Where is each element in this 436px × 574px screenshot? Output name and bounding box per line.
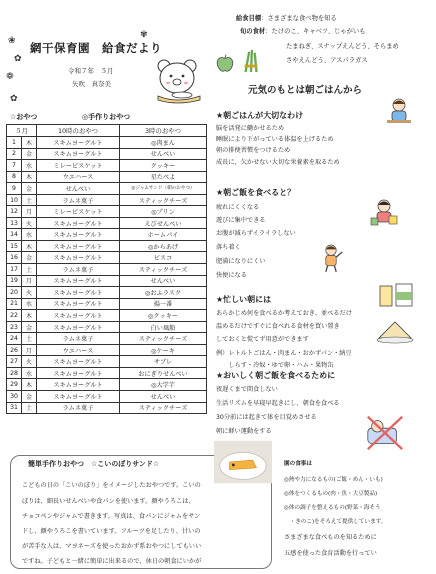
toast-icon bbox=[374, 318, 416, 344]
section-heading-tasty: ★おいしく朝ご飯を食べるために bbox=[216, 371, 336, 380]
day-number: 24 bbox=[7, 333, 22, 345]
weekday: 木 bbox=[22, 310, 37, 322]
weekday: 土 bbox=[22, 333, 37, 345]
section-line: 睡眠により下がっている体温を上げるため bbox=[216, 136, 334, 143]
author-name: 矢吹 真奈美 bbox=[72, 80, 111, 88]
header-month: ５月 bbox=[7, 125, 37, 137]
section-line: あらかじめ何を食べるか考えておき、並べるだけ bbox=[216, 310, 352, 317]
weekday: 金 bbox=[22, 252, 37, 264]
day-number: 10 bbox=[7, 194, 22, 206]
main-heading: 元気のもとは朝ごはんから bbox=[248, 85, 363, 96]
weekday: 木 bbox=[22, 240, 37, 252]
day-number: 28 bbox=[7, 367, 22, 379]
snack-10am: せんべい bbox=[37, 183, 120, 195]
table-row bbox=[7, 356, 207, 368]
snack-3pm: スティックチーズ bbox=[120, 264, 207, 276]
snack-3pm: ◎おふラスク bbox=[120, 287, 207, 299]
section-heading-importance: ★朝ごはんが大切なわけ bbox=[216, 111, 304, 120]
snack-10am: スキムヨーグルト bbox=[37, 310, 120, 322]
snack-3pm: ◎クッキー bbox=[120, 310, 207, 322]
weekday: 金 bbox=[22, 391, 37, 403]
asparagus-icon bbox=[240, 48, 262, 74]
snack-3pm: せんべい bbox=[120, 148, 207, 160]
weekday: 金 bbox=[22, 321, 37, 333]
weekday: 土 bbox=[22, 402, 37, 414]
seasonal-text: ：たけのこ、キャベツ、じゃがいも bbox=[265, 28, 366, 35]
weekday: 月 bbox=[22, 275, 37, 287]
seasonal-line-3: さやえんどう、アスパラガス bbox=[286, 57, 368, 64]
food-group-item: ◎体の調子を整えるもの(野菜・海そう bbox=[284, 505, 381, 511]
issue-date: 令和７年 ５月 bbox=[68, 67, 114, 75]
table-row bbox=[7, 298, 207, 310]
snack-3pm: ◎からあげ bbox=[120, 240, 207, 252]
day-number: 31 bbox=[7, 402, 22, 414]
koinobori-sandwich-photo bbox=[214, 440, 272, 484]
weekday: 金 bbox=[22, 183, 37, 195]
section-line: 例）レトルトごはん・肉まん・おかずパン・納豆 bbox=[216, 350, 352, 357]
child-eating-icon bbox=[384, 96, 414, 126]
goal-label: 給食目標 bbox=[236, 15, 262, 22]
section-heading-busy: ★忙しい朝には bbox=[216, 295, 272, 304]
snack-3pm: スティックチーズ bbox=[120, 194, 207, 206]
section-line: 快便になる bbox=[216, 272, 247, 279]
day-number: 27 bbox=[7, 356, 22, 368]
weekday: 火 bbox=[22, 356, 37, 368]
table-row bbox=[7, 148, 207, 160]
snack-3pm: 揚一番 bbox=[120, 298, 207, 310]
day-number: 15 bbox=[7, 240, 22, 252]
table-row bbox=[7, 379, 207, 391]
section-line: しておくと慌てず用意ができます bbox=[216, 336, 309, 343]
snack-3pm: おにぎりせんべい bbox=[120, 367, 207, 379]
recipe-line: ですね。子どもと一緒に簡単に出来るので、休日の朝食にいかが bbox=[22, 558, 202, 565]
section-line: 疲れにくくなる bbox=[216, 204, 260, 211]
snack-3pm: 白い風船 bbox=[120, 321, 207, 333]
child-waking-icon bbox=[318, 242, 344, 274]
snack-3pm: ◎大学芋 bbox=[120, 379, 207, 391]
snack-3pm: ホームパイ bbox=[120, 229, 207, 241]
child-sleeping-icon bbox=[364, 412, 406, 452]
table-row bbox=[7, 333, 207, 345]
snack-legend-oyatsu: ☆おやつ bbox=[10, 113, 38, 121]
table-row bbox=[7, 160, 207, 172]
table-row bbox=[7, 194, 207, 206]
section-line: しらす・冷奴・ゆで卵・ハム・果物缶 bbox=[216, 362, 334, 369]
weekday: 月 bbox=[22, 344, 37, 356]
snack-10am: ラムネ菓子 bbox=[37, 194, 120, 206]
day-number: 13 bbox=[7, 217, 22, 229]
recipe-line: ぼりは、細長いせんべいや食パンを使います。顔やうろこは、 bbox=[22, 498, 195, 505]
day-number: 16 bbox=[7, 252, 22, 264]
weekday: 金 bbox=[22, 148, 37, 160]
weekday: 木 bbox=[22, 171, 37, 183]
milk-bread-icon bbox=[378, 280, 418, 310]
snack-3pm: せんべい bbox=[120, 275, 207, 287]
snack-3pm: ◎ケーキ bbox=[120, 344, 207, 356]
day-number: 12 bbox=[7, 206, 22, 218]
day-number: 7 bbox=[7, 160, 22, 172]
snack-3pm: ◎プリン bbox=[120, 206, 207, 218]
day-number: 23 bbox=[7, 321, 22, 333]
weekday: 水 bbox=[22, 367, 37, 379]
section-line: 脳を活発に働かせるため bbox=[216, 125, 285, 132]
day-number: 29 bbox=[7, 379, 22, 391]
day-number: 20 bbox=[7, 287, 22, 299]
section-line: 成長に、欠かせない大切な栄養素を取るため bbox=[216, 159, 340, 166]
section-line: お腹が減らずイライラしない bbox=[216, 230, 296, 237]
snack-10am: スキムヨーグルト bbox=[37, 148, 120, 160]
section-line: 30分前には起きて体を目覚めさせる bbox=[216, 414, 317, 421]
table-row bbox=[7, 344, 207, 356]
day-number: 9 bbox=[7, 183, 22, 195]
weekday: 土 bbox=[22, 194, 37, 206]
header-10am: 10時のおやつ bbox=[37, 125, 120, 137]
apple-icon bbox=[214, 52, 236, 74]
weekday: 火 bbox=[22, 287, 37, 299]
day-number: 2 bbox=[7, 148, 22, 160]
snack-3pm: せんべい bbox=[120, 391, 207, 403]
table-row bbox=[7, 171, 207, 183]
snack-10am: スキムヨーグルト bbox=[37, 217, 120, 229]
weekday: 月 bbox=[22, 206, 37, 218]
snack-10am: スキムヨーグルト bbox=[37, 356, 120, 368]
snack-3pm: クッキー bbox=[120, 160, 207, 172]
food-group-item: ◎熱や力になるもの(ご飯・めん・いも) bbox=[284, 477, 383, 483]
table-row bbox=[7, 240, 207, 252]
seasonal-line-2: たまねぎ、スナップえんどう、そらまめ bbox=[286, 43, 399, 50]
snack-3pm: サブレ bbox=[120, 356, 207, 368]
day-number: 17 bbox=[7, 264, 22, 276]
food-group-item: ・きのこ)をそろえて提供しています。 bbox=[284, 519, 387, 525]
flower-swirl-icon: ✿ bbox=[14, 54, 22, 64]
table-header-row bbox=[7, 125, 207, 137]
snack-10am: ラムネ菓子 bbox=[37, 264, 120, 276]
snack-10am: スキムヨーグルト bbox=[37, 240, 120, 252]
snack-10am: スキムヨーグルト bbox=[37, 379, 120, 391]
weekday: 木 bbox=[22, 379, 37, 391]
table-row bbox=[7, 229, 207, 241]
weekday: 火 bbox=[22, 217, 37, 229]
food-group-item: ◎体をつくるもの(肉・魚・大豆製品) bbox=[284, 491, 378, 497]
day-number: 14 bbox=[7, 229, 22, 241]
snack-3pm: ビスコ bbox=[120, 252, 207, 264]
table-row bbox=[7, 137, 207, 149]
table-row bbox=[7, 264, 207, 276]
table-row bbox=[7, 391, 207, 403]
table-row bbox=[7, 217, 207, 229]
snack-3pm: 星たべよ bbox=[120, 171, 207, 183]
snack-10am: ミレービスケット bbox=[37, 206, 120, 218]
seasonal-line-1 bbox=[240, 26, 366, 37]
day-number: 21 bbox=[7, 298, 22, 310]
day-number: 8 bbox=[7, 171, 22, 183]
section-heading-benefits: ★朝ご飯を食べると？ bbox=[216, 188, 296, 197]
weekday: 水 bbox=[22, 229, 37, 241]
section-line: 温めるだけですぐに食べれる食材を買い置き bbox=[216, 323, 340, 330]
snack-10am: スキムヨーグルト bbox=[37, 321, 120, 333]
table-row bbox=[7, 252, 207, 264]
table-row bbox=[7, 402, 207, 414]
flower-swirl-icon: ✾ bbox=[140, 30, 148, 40]
weekday: 木 bbox=[22, 137, 37, 149]
recipe-line: チョコペンやジャムで書きます。写真は、食パンにジャムをサン bbox=[22, 513, 201, 520]
weekday: 水 bbox=[22, 160, 37, 172]
day-number: 19 bbox=[7, 275, 22, 287]
closing-line: 五感を使った食育活動を行ってい bbox=[284, 550, 377, 557]
snack-10am: スキムヨーグルト bbox=[37, 391, 120, 403]
table-row bbox=[7, 321, 207, 333]
snack-3pm: えびせんべい bbox=[120, 217, 207, 229]
snack-10am: スキムヨーグルト bbox=[37, 252, 120, 264]
table-row bbox=[7, 287, 207, 299]
snack-10am: スキムヨーグルト bbox=[37, 298, 120, 310]
bear-icon bbox=[148, 52, 208, 106]
flower-swirl-icon: ❀ bbox=[8, 36, 16, 46]
recipe-line: が苦手な人は、マヨネーズを使ったおかず系おやつにしてもいい bbox=[22, 543, 202, 550]
snack-10am: ウエハース bbox=[37, 344, 120, 356]
day-number: 26 bbox=[7, 344, 22, 356]
table-row bbox=[7, 310, 207, 322]
recipe-line: ドし、顔やうろこを書いています。フルーツを足したり、甘いの bbox=[22, 528, 201, 535]
table-row bbox=[7, 183, 207, 195]
section-line: 夜遅くまで間食しない bbox=[216, 386, 278, 393]
day-number: 22 bbox=[7, 310, 22, 322]
table-row bbox=[7, 275, 207, 287]
goal-line bbox=[236, 13, 337, 24]
flower-swirl-icon: ❁ bbox=[6, 72, 14, 82]
snack-10am: スキムヨーグルト bbox=[37, 229, 120, 241]
section-line: 落ち着く bbox=[216, 244, 241, 251]
page-title: 網干保育園 給食だより bbox=[30, 41, 162, 55]
food-groups-title: 園の食事は bbox=[284, 461, 312, 467]
weekday: 水 bbox=[22, 298, 37, 310]
snack-3pm: ◎肉まん bbox=[120, 137, 207, 149]
snack-10am: ミレービスケット bbox=[37, 160, 120, 172]
day-number: 1 bbox=[7, 137, 22, 149]
snack-legend-tezukuri: ◎手作りおやつ bbox=[82, 113, 131, 121]
snack-10am: ラムネ菓子 bbox=[37, 402, 120, 414]
flower-swirl-icon: ✿ bbox=[10, 94, 18, 104]
goal-text: ：さまざまな食べ物を知る bbox=[261, 15, 337, 22]
snack-10am: スキムヨーグルト bbox=[37, 287, 120, 299]
snack-3pm: スティックチーズ bbox=[120, 402, 207, 414]
snack-10am: ウエハース bbox=[37, 171, 120, 183]
seasonal-label: 旬の食材 bbox=[240, 28, 266, 35]
section-line: 朝の排便習慣をつけるため bbox=[216, 147, 291, 154]
day-number: 30 bbox=[7, 391, 22, 403]
section-line: 生活リズムを早寝早起きにし、朝食を食べる bbox=[216, 400, 340, 407]
section-line: 肥満になりにくい bbox=[216, 258, 266, 265]
weekday: 土 bbox=[22, 264, 37, 276]
recipe-line: こどもの日の「こいのぼり」をイメージしたおやつです。こいの bbox=[22, 482, 201, 489]
header-3pm: 3時のおやつ bbox=[120, 125, 207, 137]
snack-10am: スキムヨーグルト bbox=[37, 137, 120, 149]
section-line: 遊びに集中できる bbox=[216, 217, 266, 224]
closing-line: さまざまな食べものを知るために bbox=[284, 534, 377, 541]
child-playing-icon bbox=[368, 198, 400, 228]
table-row bbox=[7, 367, 207, 379]
snack-10am: ラムネ菓子 bbox=[37, 333, 120, 345]
snack-10am: スキムヨーグルト bbox=[37, 275, 120, 287]
snack-3pm: ◎ジャムサンド（朝のおやつ） bbox=[120, 183, 207, 195]
snack-menu-table bbox=[6, 124, 207, 414]
snack-10am: スキムヨーグルト bbox=[37, 367, 120, 379]
recipe-title: 簡単手作りおやつ ☆こいのぼりサンド☆ bbox=[28, 460, 160, 468]
snack-3pm: スティックチーズ bbox=[120, 333, 207, 345]
table-row bbox=[7, 206, 207, 218]
section-line: 朝に軽い運動をする bbox=[216, 428, 272, 435]
